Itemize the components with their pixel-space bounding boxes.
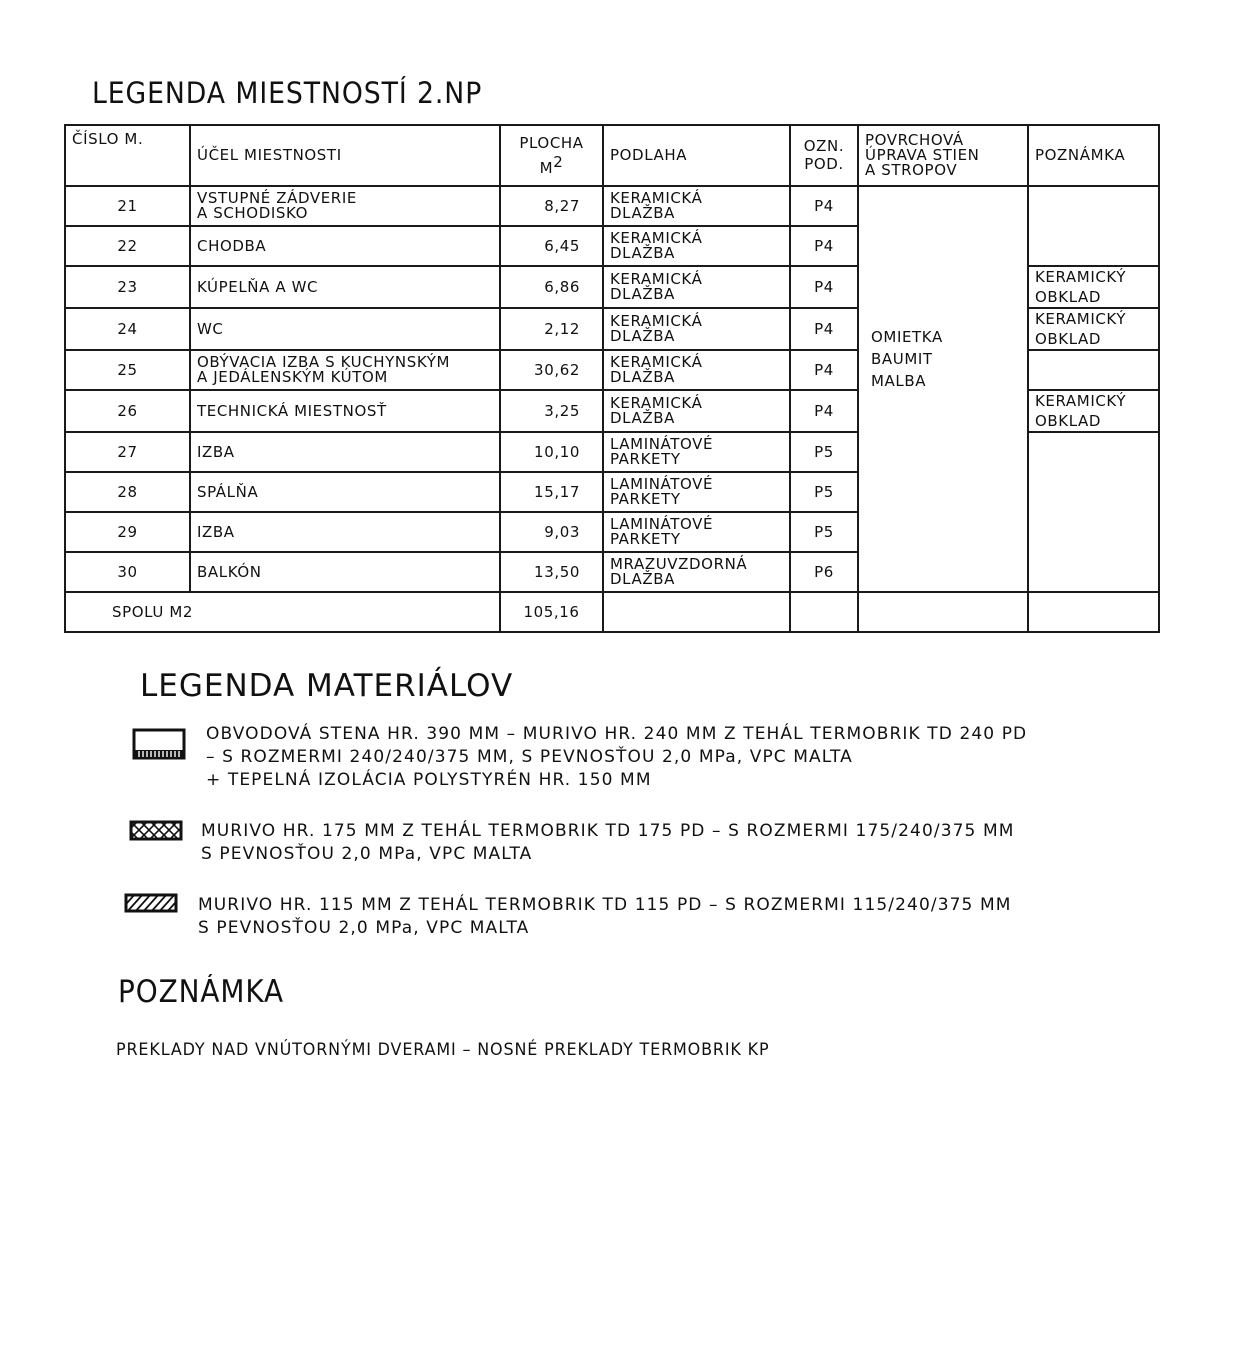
room-floor-line1: KERAMICKÁ: [610, 353, 703, 371]
room-purpose: [190, 472, 500, 512]
room-floor-line1: LAMINÁTOVÉ: [610, 435, 714, 453]
room-floor-code: P5: [790, 432, 858, 472]
room-number: 23: [65, 266, 190, 308]
room-purpose: [190, 186, 500, 226]
room-floor-code: P4: [790, 390, 858, 432]
room-number: 30: [65, 552, 190, 592]
header-surface-line1: POVRCHOVÁ: [865, 131, 964, 149]
room-floor-line2: DLAŽBA: [610, 327, 675, 345]
material-item: [201, 820, 1014, 866]
room-floor-line2: PARKETY: [610, 490, 681, 508]
total-empty-cell: [603, 592, 790, 632]
room-note-line2: OBKLAD: [1035, 412, 1102, 430]
surface-finish-cell: [858, 186, 1028, 592]
room-area: 6,45: [500, 226, 603, 266]
material-item: [198, 894, 1011, 940]
room-floor-line2: DLAŽBA: [610, 204, 675, 222]
room-floor-line1: KERAMICKÁ: [610, 229, 703, 247]
room-purpose: [190, 390, 500, 432]
room-note: [1028, 266, 1159, 308]
room-floor: [603, 186, 790, 226]
room-floor: [603, 432, 790, 472]
header-area-line1: PLOCHA: [519, 133, 584, 152]
total-label: SPOLU M2: [65, 592, 500, 632]
material-line: MURIVO HR. 115 MM Z TEHÁL TERMOBRIK TD 115 PD – S ROZMERMI 115/240/375 MM: [198, 895, 1012, 915]
room-floor-line1: KERAMICKÁ: [610, 189, 703, 207]
material-line: MURIVO HR. 175 MM Z TEHÁL TERMOBRIK TD 175 PD – S ROZMERMI 175/240/375 MM: [201, 821, 1015, 841]
header-floor-code-line2: POD.: [804, 155, 844, 173]
room-purpose: [190, 552, 500, 592]
room-purpose: [190, 432, 500, 472]
room-floor: [603, 552, 790, 592]
room-floor-code: P5: [790, 472, 858, 512]
header-area-exponent: 2: [553, 152, 564, 171]
room-floor: [603, 350, 790, 390]
material-line: OBVODOVÁ STENA HR. 390 MM – MURIVO HR. 240 MM Z TEHÁL TERMOBRIK TD 240 PD: [206, 724, 1028, 744]
room-floor-line2: DLAŽBA: [610, 244, 675, 262]
room-floor-line2: DLAŽBA: [610, 368, 675, 386]
room-purpose-line2: A JEDÁLENSKÝM KÚTOM: [197, 368, 388, 386]
room-number: 25: [65, 350, 190, 390]
total-area: 105,16: [500, 592, 603, 632]
room-floor-line2: DLAŽBA: [610, 409, 675, 427]
room-purpose-line1: IZBA: [197, 442, 235, 461]
header-surface-line3: A STROPOV: [865, 161, 958, 179]
room-purpose-line1: BALKÓN: [197, 562, 262, 581]
room-floor-code: P4: [790, 266, 858, 308]
room-floor: [603, 266, 790, 308]
room-number: 24: [65, 308, 190, 350]
total-empty-cell: [790, 592, 858, 632]
room-purpose-line1: TECHNICKÁ MIESTNOSŤ: [197, 401, 387, 420]
note-cell-empty: [1028, 350, 1159, 390]
material-item: [206, 723, 1027, 792]
room-floor-line1: MRAZUVZDORNÁ: [610, 555, 748, 573]
room-floor-code: P4: [790, 308, 858, 350]
header-surface: [858, 125, 1028, 186]
header-note: POZNÁMKA: [1028, 125, 1159, 186]
room-floor-line1: LAMINÁTOVÉ: [610, 515, 714, 533]
note-cell-empty: [1028, 186, 1159, 266]
room-floor-line1: KERAMICKÁ: [610, 312, 703, 330]
header-floor-code-line1: OZN.: [803, 137, 845, 155]
room-purpose-line1: SPÁLŇA: [197, 482, 259, 501]
note-cell-empty: [1028, 432, 1159, 592]
room-purpose-line1: OBÝVACIA IZBA S KUCHYNSKÝM: [197, 353, 451, 371]
room-note-line1: KERAMICKÝ: [1035, 392, 1127, 410]
room-note-line1: KERAMICKÝ: [1035, 310, 1127, 328]
room-area: 6,86: [500, 266, 603, 308]
header-area: [500, 125, 603, 186]
room-area: 8,27: [500, 186, 603, 226]
total-empty-cell: [1028, 592, 1159, 632]
room-number: 28: [65, 472, 190, 512]
room-number: 21: [65, 186, 190, 226]
room-floor: [603, 226, 790, 266]
room-purpose: [190, 512, 500, 552]
surface-finish-line1: OMIETKA: [871, 328, 943, 346]
room-purpose: [190, 308, 500, 350]
room-note-line1: KERAMICKÝ: [1035, 268, 1127, 286]
room-floor: [603, 390, 790, 432]
room-number: 29: [65, 512, 190, 552]
material-line: + TEPELNÁ IZOLÁCIA POLYSTYRÉN HR. 150 MM: [206, 770, 652, 790]
room-note: [1028, 308, 1159, 350]
room-floor-code: P4: [790, 350, 858, 390]
material-line: S PEVNOSŤOU 2,0 MPa, VPC MALTA: [201, 844, 533, 864]
room-floor-line2: DLAŽBA: [610, 285, 675, 303]
material-line: – S ROZMERMI 240/240/375 MM, S PEVNOSŤOU 2,0 MPa, VPC MALTA: [206, 747, 853, 767]
table-total-row: [65, 592, 1159, 632]
room-area: 10,10: [500, 432, 603, 472]
room-floor-line2: PARKETY: [610, 530, 681, 548]
room-floor-line2: DLAŽBA: [610, 570, 675, 588]
outer-wall-hatch-icon: [132, 728, 186, 762]
room-purpose-line1: CHODBA: [197, 236, 267, 255]
header-area-unit: M: [539, 158, 554, 177]
room-purpose-line1: KÚPELŇA A WC: [197, 277, 319, 296]
room-floor-line1: KERAMICKÁ: [610, 270, 703, 288]
header-number: ČÍSLO M.: [65, 125, 190, 186]
room-legend-title: LEGENDA MIESTNOSTÍ 2.NP: [92, 76, 483, 110]
note-title: POZNÁMKA: [118, 974, 285, 1010]
total-empty-cell: [858, 592, 1028, 632]
room-note: [1028, 390, 1159, 432]
header-purpose: ÚČEL MIESTNOSTI: [190, 125, 500, 186]
room-note-line2: OBKLAD: [1035, 288, 1102, 306]
table-header-row: [65, 125, 1159, 186]
room-floor-code: P6: [790, 552, 858, 592]
header-floor: PODLAHA: [603, 125, 790, 186]
room-area: 9,03: [500, 512, 603, 552]
room-legend-table: [64, 124, 1160, 633]
room-number: 22: [65, 226, 190, 266]
room-area: 15,17: [500, 472, 603, 512]
room-area: 30,62: [500, 350, 603, 390]
room-purpose-line1: IZBA: [197, 522, 235, 541]
room-floor: [603, 472, 790, 512]
room-note-line2: OBKLAD: [1035, 330, 1102, 348]
room-number: 26: [65, 390, 190, 432]
room-floor: [603, 512, 790, 552]
header-floor-code: [790, 125, 858, 186]
room-floor: [603, 308, 790, 350]
table-row: [65, 186, 1159, 226]
room-purpose: [190, 226, 500, 266]
header-surface-line2: ÚPRAVA STIEN: [865, 146, 980, 164]
surface-finish-line2: BAUMIT: [871, 350, 933, 368]
room-purpose-line1: VSTUPNÉ ZÁDVERIE: [197, 189, 357, 207]
room-floor-code: P4: [790, 186, 858, 226]
room-floor-line1: KERAMICKÁ: [610, 394, 703, 412]
room-number: 27: [65, 432, 190, 472]
material-legend-title: LEGENDA MATERIÁLOV: [140, 668, 514, 704]
room-floor-line2: PARKETY: [610, 450, 681, 468]
surface-finish-line3: MALBA: [871, 372, 927, 390]
room-area: 13,50: [500, 552, 603, 592]
diagonal-hatch-icon: [124, 893, 178, 915]
room-area: 2,12: [500, 308, 603, 350]
cross-hatch-icon: [129, 820, 183, 842]
note-text: PREKLADY NAD VNÚTORNÝMI DVERAMI – NOSNÉ PREKLADY TERMOBRIK KP: [116, 1040, 770, 1060]
room-floor-code: P5: [790, 512, 858, 552]
room-purpose-line2: A SCHODISKO: [197, 204, 309, 222]
room-floor-code: P4: [790, 226, 858, 266]
room-floor-line1: LAMINÁTOVÉ: [610, 475, 714, 493]
room-purpose-line1: WC: [197, 319, 224, 338]
room-purpose: [190, 266, 500, 308]
material-line: S PEVNOSŤOU 2,0 MPa, VPC MALTA: [198, 918, 530, 938]
room-purpose: [190, 350, 500, 390]
room-area: 3,25: [500, 390, 603, 432]
